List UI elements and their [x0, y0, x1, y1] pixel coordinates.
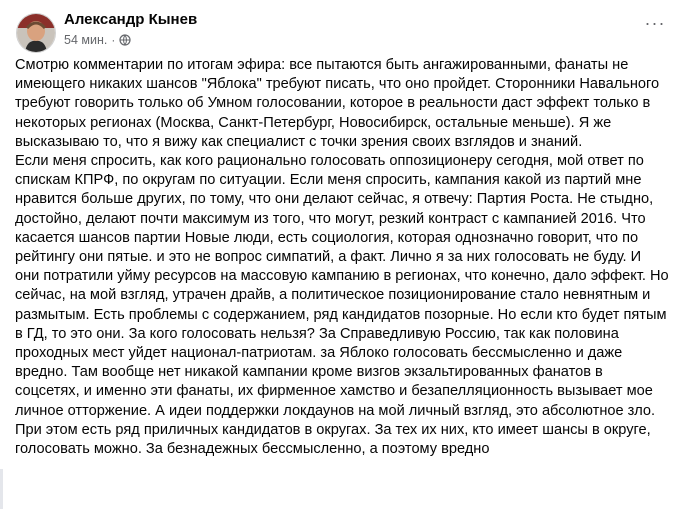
post-header: [12, 8, 670, 52]
post-paragraph-1: Смотрю комментарии по итогам эфира: все пытаются быть ангажированными, фанаты не имеющего никаких шансов "Яблока" требуют писать, что оно пройдет. Сторонники Навального требуют говорить только об Умном голосовании, которое в реальности даст эффект только в некоторых регионах (Москва, Санкт-Петербург, Новосибирск, остальные меньше). Я же высказываю то, что я вижу как специалист с точки зрения своих взглядов и знаний.: [15, 57, 660, 150]
post-text: [15, 56, 669, 459]
author-name[interactable]: Александр Кынев: [64, 11, 198, 28]
avatar-image: [17, 14, 55, 52]
more-horizontal-icon: ···: [644, 12, 666, 33]
left-edge-divider: [0, 469, 3, 509]
avatar[interactable]: [16, 13, 56, 53]
post-paragraph-2: Если меня спросить, как кого рационально голосовать оппозиционеру сегодня, мой ответ по спискам КПРФ, по округам по ситуации. Если меня спросить, кампания какой из партий мне нравится больше других, по тому, что они делают сейчас, я отвечу: Партия Роста. Не стыдно, достойно, делают почти максимум из того, что могут, резкий контраст с кампанией 2016. Что касается шансов партии Новые люди, есть социология, которая однозначно говорит, что по рейтингу они пятые. и это не вопрос симпатий, а факт. Лично я за них голосовать не буду. И они потратили уйму ресурсов на массовую кампанию в регионах, что конечно, дало эффект. Но сейчас, на мой взгляд, утрачен драйв, а политическое позиционирование стало невнятным и размытым. Есть проблемы с содержанием, ряд кандидатов позорные. Но если кто будет пятым в ГД, то это они. За кого голосовать нельзя? За Справедливую Россию, так как половина проходных мест уйдет национал-патриотам. за Яблоко голосовать бессмысленно и даже вредно. Там вообще нет никакой кампании кроме визгов экзальтированных фанатов в соцсетях, и именно эти фанаты, их фирменное хамство и безапелляционность вызывает мое личное отторжение. А идеи поддержки локдаунов на мой личный взгляд, это абсолютное зло. При этом есть ряд приличных кандидатов в округах. За тех их них, кто имеет шансы в округе, голосовать можно. За безнадежных бессмысленно, а поэтому вредно: [15, 153, 669, 458]
meta-separator: ·: [111, 33, 116, 47]
post-meta: [64, 33, 131, 47]
post-time[interactable]: 54 мин.: [64, 33, 108, 47]
globe-icon[interactable]: [119, 34, 131, 46]
more-options-button[interactable]: [640, 12, 670, 34]
